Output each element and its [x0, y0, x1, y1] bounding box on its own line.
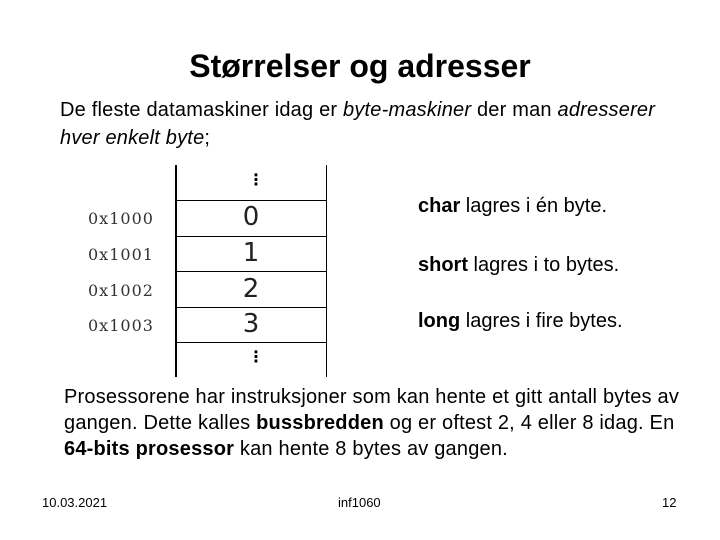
memory-right-border — [326, 165, 327, 377]
type-line-short — [418, 254, 619, 277]
cell-line — [176, 307, 326, 308]
byte-value: 0 — [242, 202, 260, 232]
paragraph-part-3: kan hente 8 bytes av gangen. — [234, 438, 508, 460]
type-keyword: char — [418, 195, 461, 217]
type-description: lagres i én byte. — [460, 195, 607, 217]
address-label: 0x1000 — [88, 209, 154, 228]
memory-dots-bottom: ⋮ — [248, 349, 264, 366]
type-description: lagres i to bytes. — [468, 254, 620, 276]
type-keyword: short — [418, 254, 468, 276]
type-line-long — [418, 310, 623, 333]
footer-course: inf1060 — [338, 495, 381, 510]
cell-line — [176, 236, 326, 237]
intro-part-2: der man — [471, 99, 558, 121]
page-title: Størrelser og adresser — [189, 48, 531, 84]
intro-italic-1: byte-maskiner — [343, 99, 472, 121]
byte-value: 2 — [242, 274, 260, 304]
byte-value: 3 — [242, 309, 260, 339]
address-label: 0x1002 — [88, 281, 154, 300]
intro-part-1: De fleste datamaskiner idag er — [60, 99, 344, 121]
footer-page-number: 12 — [662, 495, 677, 510]
paragraph-bold-2: 64-bits prosessor — [64, 438, 235, 460]
memory-dots-top: ⋮ — [248, 172, 264, 189]
address-label: 0x1003 — [88, 316, 154, 335]
paragraph-part-2: og er oftest 2, 4 eller 8 idag. En — [383, 412, 675, 434]
cell-line — [176, 342, 326, 343]
intro-part-3: ; — [204, 127, 211, 149]
type-description: lagres i fire bytes. — [460, 310, 623, 332]
address-label: 0x1001 — [88, 245, 154, 264]
intro-text — [60, 96, 680, 152]
bus-width-paragraph — [64, 384, 704, 462]
type-keyword: long — [418, 310, 461, 332]
cell-line — [176, 200, 326, 201]
intro-italic-2: adresserer hver enkelt byte — [60, 99, 656, 149]
byte-value: 1 — [242, 238, 260, 268]
type-line-char — [418, 195, 607, 218]
paragraph-bold-1: bussbredden — [256, 412, 384, 434]
cell-line — [176, 271, 326, 272]
footer-date: 10.03.2021 — [42, 495, 108, 510]
paragraph-part-1: Prosessorene har instruksjoner som kan hente et gitt antall bytes av gangen. Dette kalles — [64, 386, 680, 434]
